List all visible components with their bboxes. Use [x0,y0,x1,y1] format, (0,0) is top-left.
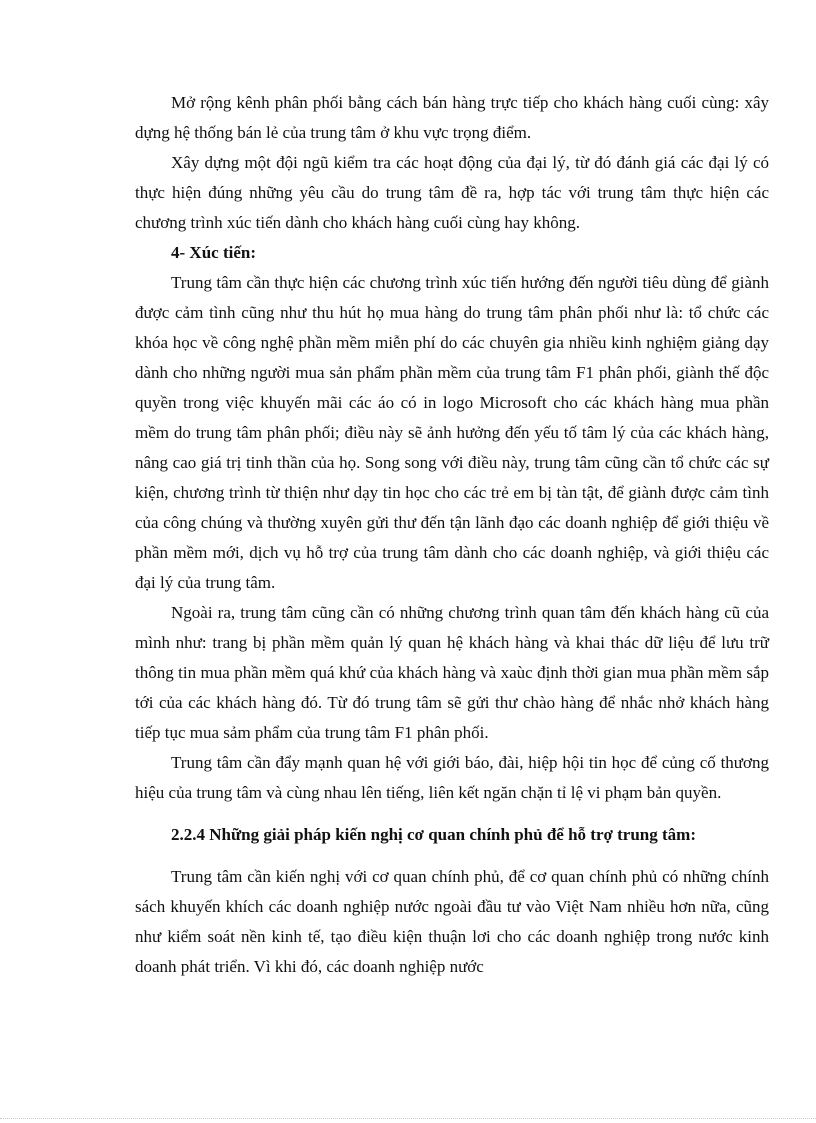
paragraph-government-proposal: Trung tâm cần kiến nghị với cơ quan chính phủ, để cơ quan chính phủ có những chính sách khuyến khích các doanh nghiệp nước ngoài đầu tư vào Việt Nam nhiều hơn nữa, cũng như kiểm soát nền kinh tế, tạo điều kiện thuận lơi cho các doanh nghiệp trong nước kinh doanh phát triển. Vì khi đó, các doanh nghiệp nước [135,867,769,976]
paragraph-retail-channel: Mở rộng kênh phân phối bằng cách bán hàng trực tiếp cho khách hàng cuối cùng: xây dựng hệ thống bán lẻ của trung tâm ở khu vực trọng điểm. [135,93,769,142]
heading-promotion: 4- Xúc tiến: [171,243,256,262]
paragraph-agent-inspection: Xây dựng một đội ngũ kiểm tra các hoạt động của đại lý, từ đó đánh giá các đại lý có thực hiện đúng những yêu cầu do trung tâm đề ra, hợp tác với trung tâm thực hiện các chương trình xúc tiến dành cho khách hàng cuối cùng hay không. [135,153,769,232]
document-page [135,88,769,982]
page-bottom-divider [0,1118,816,1119]
heading-section-2-2-4: 2.2.4 Những giải pháp kiến nghị cơ quan chính phủ để hỗ trợ trung tâm: [171,825,696,844]
paragraph-media-relations: Trung tâm cần đẩy mạnh quan hệ với giới báo, đài, hiệp hội tin học để củng cố thương hiệu của trung tâm và cùng nhau lên tiếng, liên kết ngăn chặn tỉ lệ vi phạm bản quyền. [135,753,769,802]
paragraph-old-customers: Ngoài ra, trung tâm cũng cần có những chương trình quan tâm đến khách hàng cũ của mình như: trang bị phần mềm quản lý quan hệ khách hàng và khai thác dữ liệu để lưu trữ thông tin mua phần mềm quá khứ của khách hàng và xaùc định thời gian mua phần mềm sắp tới của các khách hàng đó. Từ đó trung tâm sẽ gửi thư chào hàng để nhắc nhở khách hàng tiếp tục mua sảm phẩm của trung tâm F1 phân phối. [135,603,769,742]
paragraph-promotion-programs: Trung tâm cần thực hiện các chương trình xúc tiến hướng đến người tiêu dùng để giành được cảm tình cũng như thu hút họ mua hàng do trung tâm phân phối như là: tổ chức các khóa học về công nghệ phần mềm miễn phí do các chuyên gia nhiều kinh nghiệm giảng dạy dành cho những người mua sản phẩm phần mềm của trung tâm F1 phân phối, giành thế độc quyền trong việc khuyến mãi các áo có in logo Microsoft cho các khách hàng mua phần mềm do trung tâm phân phối; điều này sẽ ảnh hưởng đến yếu tố tâm lý của các khách hàng, nâng cao giá trị tinh thần của họ. Song song với điều này, trung tâm cũng cần tổ chức các sự kiện, chương trình từ thiện như dạy tin học cho các trẻ em bị tàn tật, để giành được cảm tình của công chúng và thường xuyên gửi thư đến tận lãnh đạo các doanh nghiệp để giới thiệu về phần mềm mới, dịch vụ hỗ trợ của trung tâm dành cho các doanh nghiệp, và giới thiệu các đại lý của trung tâm. [135,273,769,592]
